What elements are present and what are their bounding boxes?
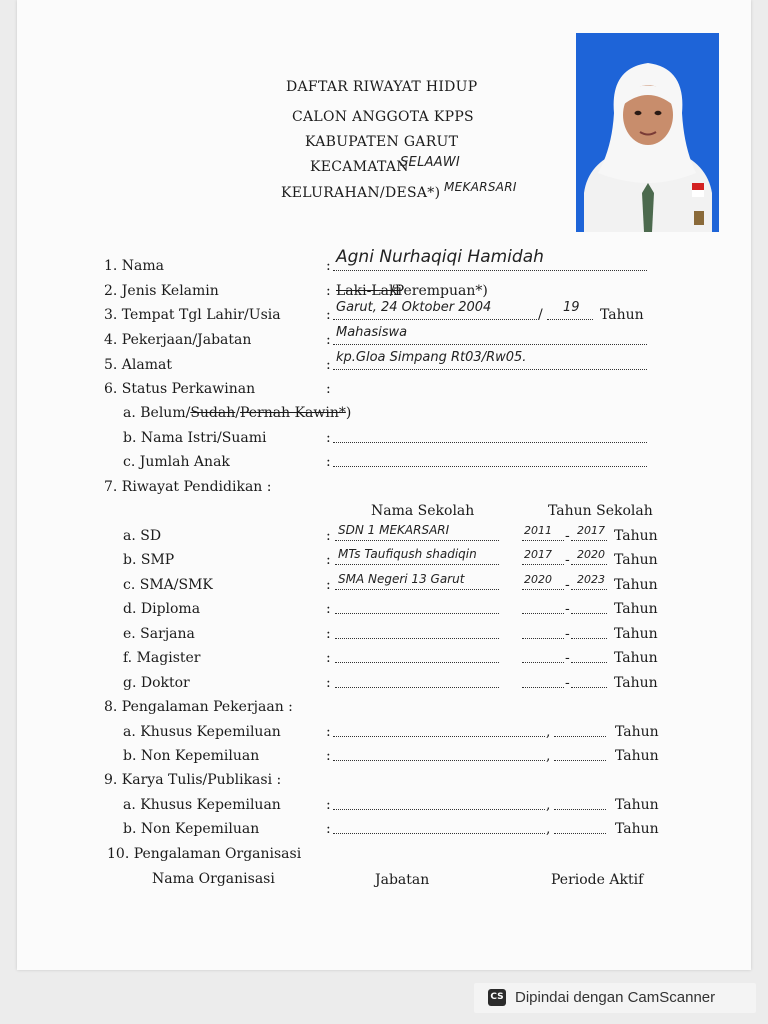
pendidikan-row-colon: : [326, 650, 331, 666]
pendidikan-row-end: 2017 [577, 524, 605, 537]
pekerjaan-line [333, 344, 647, 345]
pekerjaan-label: 4. Pekerjaan/Jabatan [104, 332, 252, 348]
pendidikan-row-label: b. SMP [123, 552, 175, 568]
pendidikan-row-end-line [571, 613, 607, 614]
pendidikan-row-end-line [571, 564, 607, 565]
karya-b-year-line [554, 833, 606, 834]
pendidikan-row-label: e. Sarjana [123, 626, 195, 642]
pendidikan-row-end: 2023 [577, 573, 605, 586]
person-photo-icon [576, 33, 719, 232]
pengalaman-b-line [333, 760, 545, 761]
karya-label: 9. Karya Tulis/Publikasi : [104, 772, 282, 788]
nama-label: 1. Nama [104, 258, 165, 274]
pengalaman-a-label: a. Khusus Kepemiluan [123, 724, 281, 740]
karya-a-label: a. Khusus Kepemiluan [123, 797, 281, 813]
pendidikan-row-unit: Tahun [614, 601, 658, 617]
pendidikan-row-school-line [335, 687, 499, 688]
form-paper: DAFTAR RIWAYAT HIDUP CALON ANGGOTA KPPS KABUPATEN GARUT KECAMATAN SELAAWI KELURAHAN/DESA*) MEKARSARI 1. Nama : Agni Nurhaqiqi Hamidah 2. Jenis Kelamin : Laki-Laki /Perempuan*) 3. Tempat Tgl Lahir/Usia : Garut, 24 Oktober 2004 / 19 Tahun 4. Pekerjaan/Jabatan : Mahasiswa 5. Alamat : kp.Gloa Simpang Rt03/Rw05. 6. Status Perkawinan : a. Belum/Sudah/Pernah Kawin*) b. Nama Istri/Suami : c. Jumlah Anak : 7. Riwayat Pendidikan : Nama Sekolah Tahun Sekolah a. SD : SDN 1 MEKARSARI 2011 - 2017 Tahun b. SMP : MTs Taufiqush shadiqin 2017 - 2020 Tahun c. SMA/SMK : SMA Negeri 13 Garut 2020 - 2023 Tahun d. Diploma : - Tahun e. Sarjana : - Tahun f. Magister : - Tahun g. Doktor : - Tahun 8. Pengalaman Pekerjaan : a. Khusus Kepemiluan : , Tahun b. Non Kepemiluan : , Tahun 9. Karya Tulis/Publikasi : a. Khusus Kepemiluan : , Tahun b. Non Kepemiluan : , Tahun 10. Pengalaman Organisasi Nama Organisasi Jabatan Periode Aktif [17, 0, 751, 970]
pendidikan-row-school: MTs Taufiqush shadiqin [338, 547, 477, 561]
pengalaman-a-unit: Tahun [615, 724, 659, 740]
pengalaman-label: 8. Pengalaman Pekerjaan : [104, 699, 293, 715]
pendidikan-row-start-line [522, 540, 564, 541]
pendidikan-row-unit: Tahun [614, 552, 658, 568]
ttl-label: 3. Tempat Tgl Lahir/Usia [104, 307, 281, 323]
pendidikan-row-start-line [522, 564, 564, 565]
pendidikan-row-colon: : [326, 552, 331, 568]
camscanner-watermark [474, 983, 756, 1013]
pendidikan-row-colon: : [326, 675, 331, 691]
pendidikan-row-end-line [571, 638, 607, 639]
pendidikan-row-label: g. Doktor [123, 675, 190, 691]
ttl-value: Garut, 24 Oktober 2004 [336, 300, 492, 315]
camscanner-text: Dipindai dengan CamScanner [515, 989, 716, 1006]
pendidikan-row-start-line [522, 589, 564, 590]
form-kelurahan-value: MEKARSARI [444, 180, 517, 194]
camscanner-logo-icon: CS [488, 989, 506, 1006]
karya-b-unit: Tahun [615, 821, 659, 837]
pendidikan-row-start: 2020 [524, 573, 552, 586]
pekerjaan-value: Mahasiswa [336, 325, 408, 340]
pendidikan-row-unit: Tahun [614, 528, 658, 544]
pendidikan-row-dash: - [565, 577, 570, 593]
pendidikan-row-colon: : [326, 528, 331, 544]
status-label: 6. Status Perkawinan [104, 381, 256, 397]
jenis-kelamin-label: 2. Jenis Kelamin [104, 283, 219, 299]
pendidikan-row-dash: - [565, 552, 570, 568]
pendidikan-row-school-line [335, 662, 499, 663]
pendidikan-row-colon: : [326, 601, 331, 617]
ttl-line [333, 319, 537, 320]
pendidikan-row-start-line [522, 638, 564, 639]
alamat-line [333, 369, 647, 370]
jenis-kelamin-struck: Laki-Laki [336, 283, 402, 299]
jenis-kelamin-value: /Perempuan*) [390, 283, 488, 299]
form-kabupaten: KABUPATEN GARUT [305, 134, 459, 150]
form-kelurahan-label: KELURAHAN/DESA*) [281, 185, 441, 201]
pendidikan-row-school: SDN 1 MEKARSARI [338, 523, 450, 537]
pendidikan-row-label: d. Diploma [123, 601, 201, 617]
pendidikan-row-dash: - [565, 675, 570, 691]
pendidikan-row-label: a. SD [123, 528, 162, 544]
pengalaman-b-unit: Tahun [615, 748, 659, 764]
pendidikan-row-start-line [522, 613, 564, 614]
alamat-value: kp.Gloa Simpang Rt03/Rw05. [336, 350, 527, 365]
form-kecamatan-value: SELAAWI [400, 155, 461, 170]
pendidikan-row-school-line [335, 589, 499, 590]
pendidikan-row-dash: - [565, 601, 570, 617]
alamat-label: 5. Alamat [104, 357, 172, 373]
nama-line [333, 270, 647, 271]
pendidikan-row-end-line [571, 589, 607, 590]
pengalaman-a-line [333, 736, 545, 737]
applicant-photo [576, 33, 719, 232]
pendidikan-row-colon: : [326, 626, 331, 642]
pendidikan-row-start: 2011 [524, 524, 552, 537]
usia-value: 19 [563, 300, 580, 315]
form-subtitle: CALON ANGGOTA KPPS [292, 109, 474, 125]
form-kecamatan-label: KECAMATAN [310, 159, 409, 175]
pendidikan-row-dash: - [565, 528, 570, 544]
col-periode-aktif: Periode Aktif [551, 872, 644, 888]
pengalaman-a-year-line [554, 736, 606, 737]
col-tahun-sekolah: Tahun Sekolah [548, 503, 653, 519]
karya-a-unit: Tahun [615, 797, 659, 813]
istri-suami-line [333, 442, 647, 443]
pendidikan-row-dash: - [565, 650, 570, 666]
pendidikan-row-school: SMA Negeri 13 Garut [338, 572, 465, 586]
nama-value: Agni Nurhaqiqi Hamidah [336, 247, 544, 267]
pendidikan-row-school-line [335, 613, 499, 614]
usia-line [547, 319, 593, 320]
karya-b-label: b. Non Kepemiluan [123, 821, 260, 837]
pendidikan-row-school-line [335, 540, 499, 541]
pendidikan-row-unit: Tahun [614, 626, 658, 642]
pendidikan-row-unit: Tahun [614, 675, 658, 691]
pendidikan-row-colon: : [326, 577, 331, 593]
status-c-label: c. Jumlah Anak [123, 454, 230, 470]
pendidikan-row-end: 2020 [577, 548, 605, 561]
jumlah-anak-line [333, 466, 647, 467]
pendidikan-row-end-line [571, 687, 607, 688]
karya-a-line [333, 809, 545, 810]
pendidikan-row-start-line [522, 687, 564, 688]
karya-a-year-line [554, 809, 606, 810]
pengalaman-b-label: b. Non Kepemiluan [123, 748, 260, 764]
organisasi-label: 10. Pengalaman Organisasi [107, 846, 302, 862]
karya-b-line [333, 833, 545, 834]
form-title: DAFTAR RIWAYAT HIDUP [286, 79, 478, 95]
status-b-label: b. Nama Istri/Suami [123, 430, 267, 446]
pendidikan-row-end-line [571, 662, 607, 663]
status-a: a. Belum/Sudah/Pernah Kawin*) [123, 405, 352, 421]
pendidikan-row-start: 2017 [524, 548, 552, 561]
pendidikan-row-unit: Tahun [614, 650, 658, 666]
pendidikan-row-school-line [335, 638, 499, 639]
pendidikan-row-label: c. SMA/SMK [123, 577, 213, 593]
col-jabatan: Jabatan [375, 872, 430, 888]
pendidikan-row-label: f. Magister [123, 650, 201, 666]
pendidikan-row-end-line [571, 540, 607, 541]
col-nama-sekolah: Nama Sekolah [371, 503, 475, 519]
col-nama-organisasi: Nama Organisasi [152, 871, 275, 887]
pendidikan-row-dash: - [565, 626, 570, 642]
pendidikan-row-start-line [522, 662, 564, 663]
pendidikan-label: 7. Riwayat Pendidikan : [104, 479, 272, 495]
pendidikan-row-school-line [335, 564, 499, 565]
pengalaman-b-year-line [554, 760, 606, 761]
usia-unit: Tahun [600, 307, 644, 323]
pendidikan-row-unit: Tahun [614, 577, 658, 593]
